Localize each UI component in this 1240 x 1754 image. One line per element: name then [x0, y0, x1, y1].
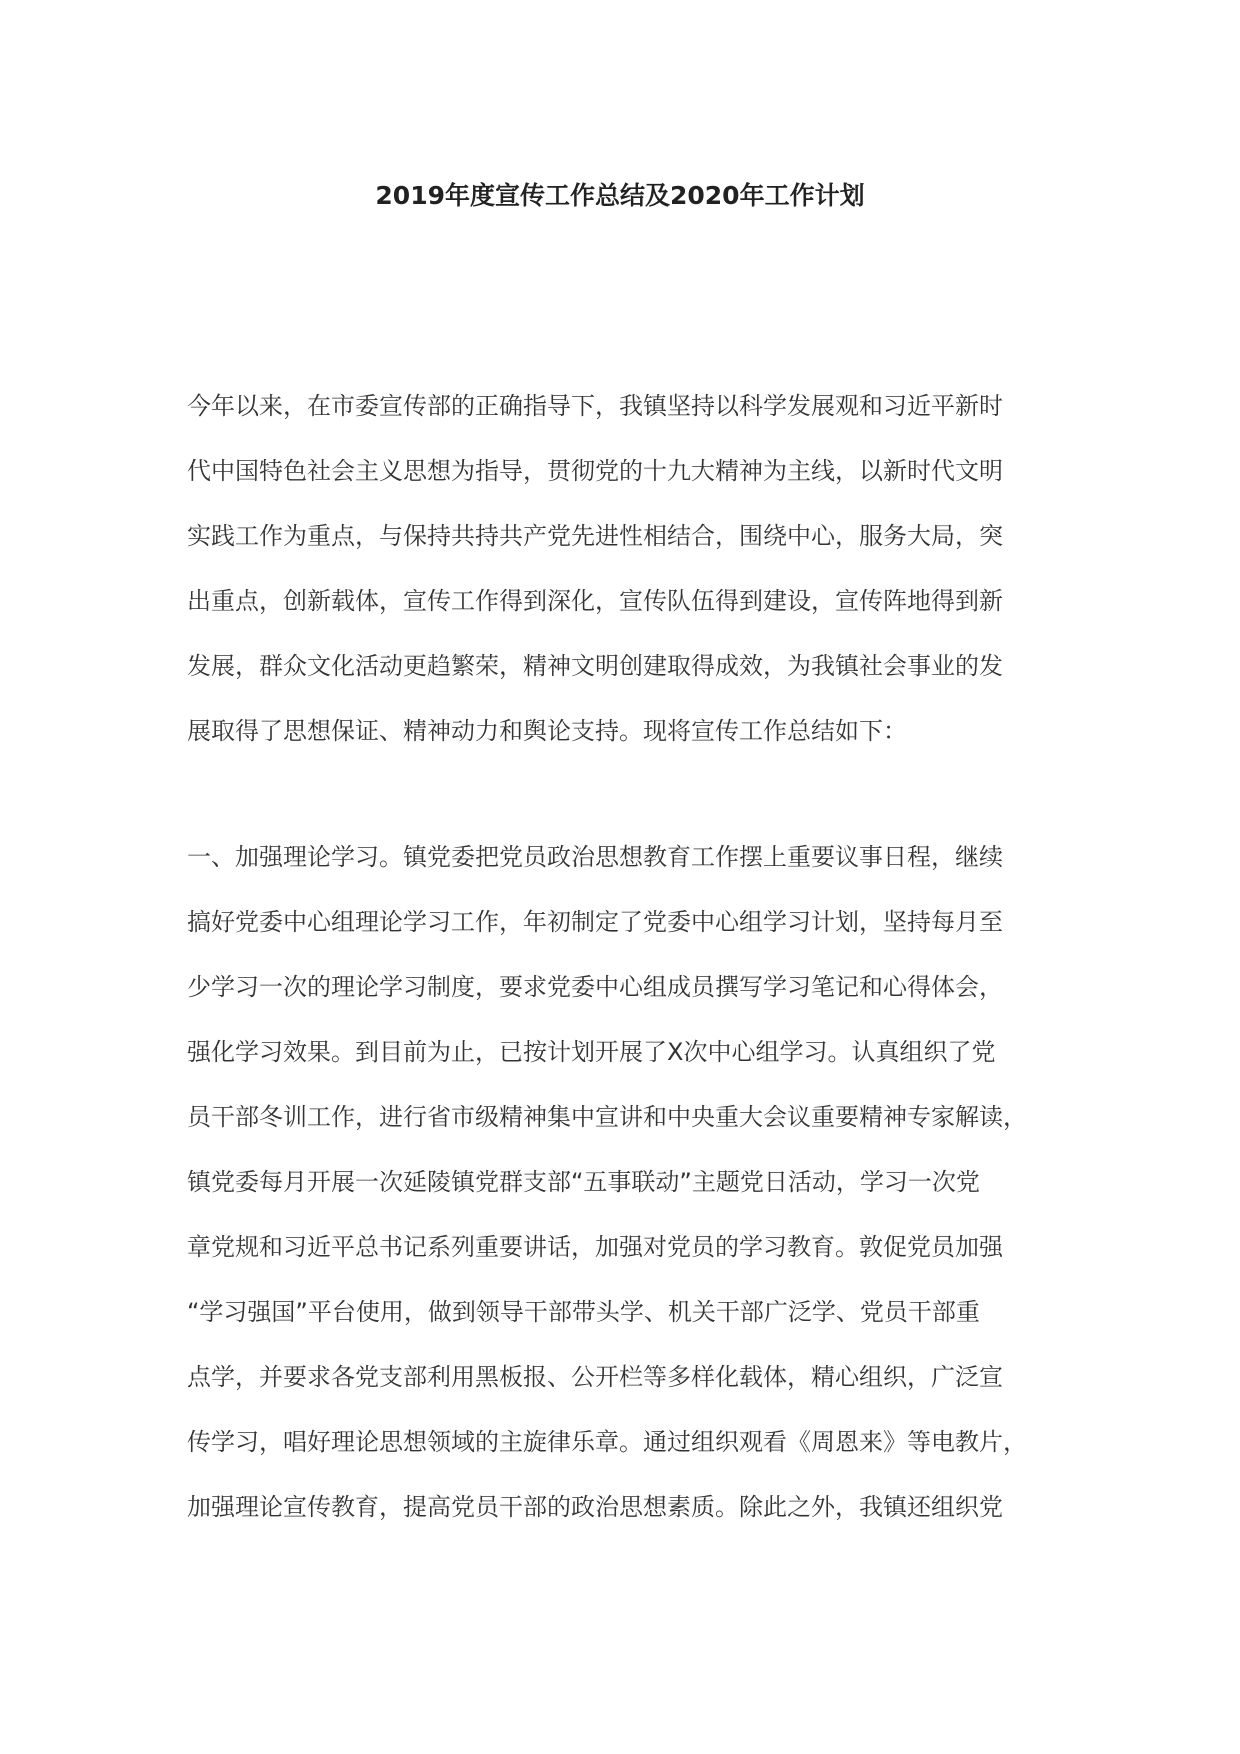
paragraph-theory-study: [187, 837, 1067, 1552]
text-line: 出重点，创新载体，宣传工作得到深化，宣传队伍得到建设，宣传阵地得到新: [187, 587, 1003, 615]
text-line: 员干部冬训工作，进行省市级精神集中宣讲和中央重大会议重要精神专家解读，: [187, 1103, 1027, 1131]
text-line: 传学习，唱好理论思想领域的主旋律乐章。通过组织观看《周恩来》等电教片，: [187, 1428, 1027, 1456]
text-line: 章党规和习近平总书记系列重要讲话，加强对党员的学习教育。敦促党员加强: [187, 1233, 1003, 1261]
text-line: “学习强国”平台使用，做到领导干部带头学、机关干部广泛学、党员干部重: [187, 1298, 980, 1326]
text-line: 搞好党委中心组理论学习工作，年初制定了党委中心组学习计划，坚持每月至: [187, 908, 1003, 936]
text-line: 点学，并要求各党支部利用黑板报、公开栏等多样化载体，精心组织，广泛宣: [187, 1363, 1003, 1391]
text-line: 镇党委每月开展一次延陵镇党群支部“五事联动”主题党日活动，学习一次党: [187, 1168, 980, 1196]
text-line: 代中国特色社会主义思想为指导，贯彻党的十九大精神为主线，以新时代文明: [187, 457, 1003, 485]
text-line: 今年以来，在市委宣传部的正确指导下，我镇坚持以科学发展观和习近平新时: [187, 392, 1003, 420]
text-line: 一、加强理论学习。镇党委把党员政治思想教育工作摆上重要议事日程，继续: [187, 843, 1003, 871]
paragraph-intro: [187, 386, 1067, 776]
text-line: 少学习一次的理论学习制度，要求党委中心组成员撰写学习笔记和心得体会，: [187, 973, 1003, 1001]
text-line: 展取得了思想保证、精神动力和舆论支持。现将宣传工作总结如下：: [187, 717, 907, 745]
text-line: 发展，群众文化活动更趋繁荣，精神文明创建取得成效，为我镇社会事业的发: [187, 652, 1003, 680]
text-line: 加强理论宣传教育，提高党员干部的政治思想素质。除此之外，我镇还组织党: [187, 1493, 1003, 1521]
document-title: 2019年度宣传工作总结及2020年工作计划: [375, 181, 865, 210]
text-line: 强化学习效果。到目前为止，已按计划开展了X次中心组学习。认真组织了党: [187, 1038, 996, 1066]
text-line: 实践工作为重点，与保持共持共产党先进性相结合，围绕中心，服务大局，突: [187, 522, 1003, 550]
